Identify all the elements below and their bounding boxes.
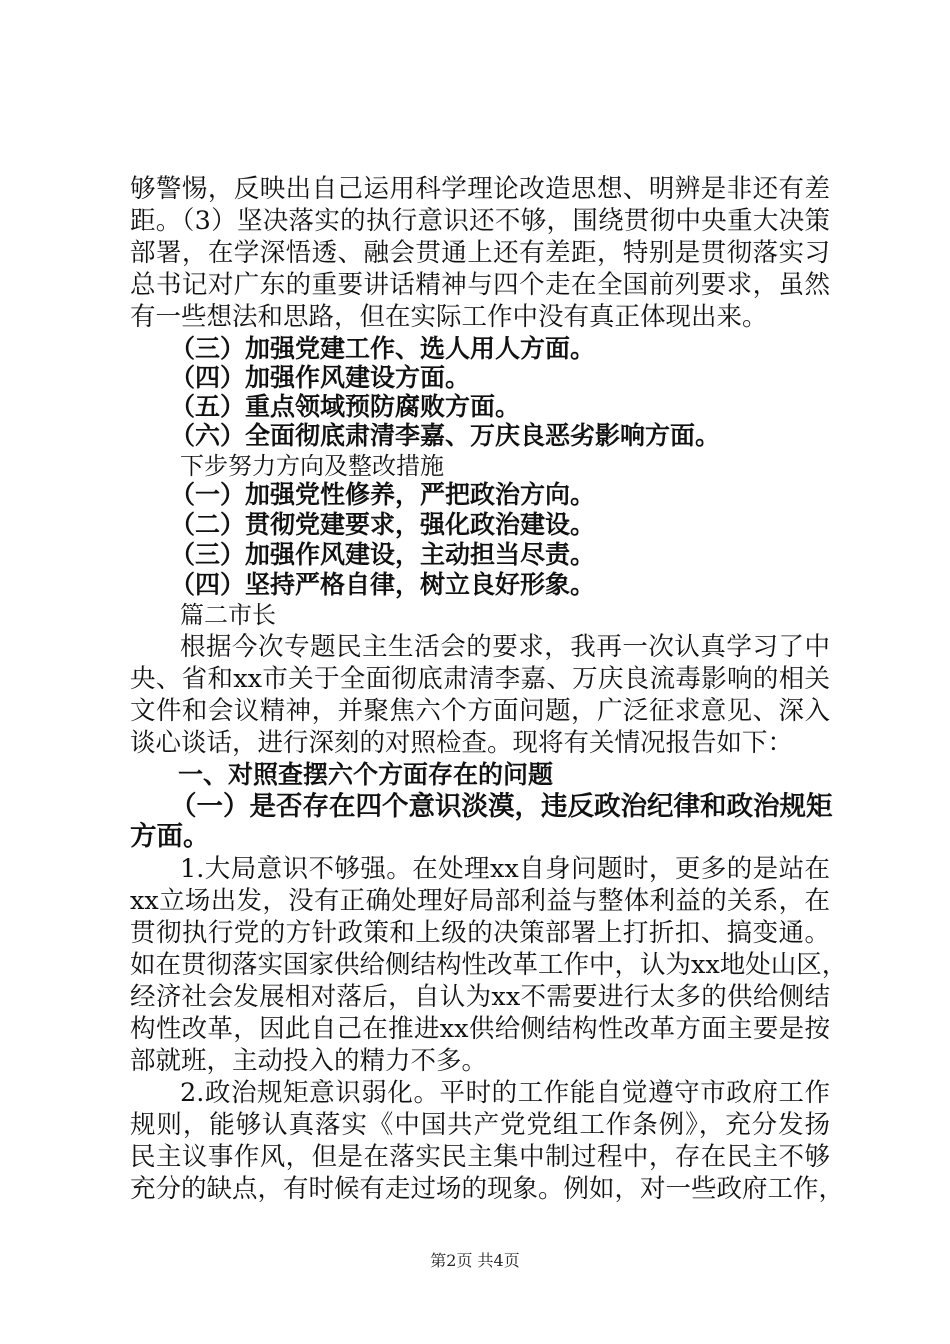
body-text-line: 距。（3）坚决落实的执行意识还不够，围绕贯彻中央重大决策 (130, 206, 830, 236)
body-text-line: 有一些想法和思路，但在实际工作中没有真正体现出来。 (130, 302, 768, 332)
measure-heading: （三）加强作风建设，主动担当尽责。 (170, 540, 596, 569)
body-text-line: 够警惕，反映出自己运用科学理论改造思想、明辨是非还有差 (130, 174, 830, 204)
body-text-line: 充分的缺点，有时候有走过场的现象。例如，对一些政府工作， (130, 1174, 845, 1204)
section-heading: （五）重点领域预防腐败方面。 (170, 392, 521, 421)
section-heading: （三）加强党建工作、选人用人方面。 (170, 334, 596, 363)
section-heading: （一）是否存在四个意识淡漠，违反政治纪律和政治规矩 (170, 791, 833, 822)
body-text-line: 1.大局意识不够强。在处理xx自身问题时，更多的是站在 (180, 854, 830, 884)
article-title: 篇二市长 (180, 601, 276, 629)
body-text-line: 部就班，主动投入的精力不多。 (130, 1046, 488, 1076)
section-heading: （六）全面彻底肃清李嘉、万庆良恶劣影响方面。 (170, 421, 721, 450)
body-text-line: 贯彻执行党的方针政策和上级的决策部署上打折扣、搞变通。 (130, 918, 830, 948)
body-text-line: 2.政治规矩意识弱化。平时的工作能自觉遵守市政府工作 (180, 1078, 830, 1108)
body-text-line: 构性改革，因此自己在推进xx供给侧结构性改革方面主要是按 (130, 1014, 830, 1044)
body-text-line: 根据今次专题民主生活会的要求，我再一次认真学习了中 (180, 632, 830, 662)
body-text-line: 谈心谈话，进行深刻的对照检查。现将有关情况报告如下： (130, 728, 794, 758)
measure-heading: （四）坚持严格自律，树立良好形象。 (170, 570, 596, 599)
section-heading: 一、对照查摆六个方面存在的问题 (178, 760, 554, 789)
body-text-line: 总书记对广东的重要讲话精神与四个走在全国前列要求，虽然 (130, 270, 830, 300)
body-text-line: 文件和会议精神，并聚焦六个方面问题，广泛征求意见、深入 (130, 696, 830, 726)
body-text-line: 部署，在学深悟透、融会贯通上还有差距，特别是贯彻落实习 (130, 238, 830, 268)
body-text-line: 经济社会发展相对落后，自认为xx不需要进行太多的供给侧结 (130, 982, 830, 1012)
page-footer: 第2页 共4页 (430, 1251, 520, 1270)
body-text-line: xx立场出发，没有正确处理好局部利益与整体利益的关系，在 (130, 886, 830, 916)
body-text-line: 央、省和xx市关于全面彻底肃清李嘉、万庆良流毒影响的相关 (130, 664, 830, 694)
body-text-line: 规则，能够认真落实《中国共产党党组工作条例》，充分发扬 (130, 1110, 830, 1140)
section-heading: 方面。 (130, 821, 210, 852)
section-heading: （四）加强作风建设方面。 (170, 363, 471, 392)
measure-heading: （二）贯彻党建要求，强化政治建设。 (170, 510, 596, 539)
subsection-title: 下步努力方向及整改措施 (180, 452, 444, 480)
body-text-line: 民主议事作风，但是在落实民主集中制过程中，存在民主不够 (130, 1142, 830, 1172)
body-text-line: 如在贯彻落实国家供给侧结构性改革工作中，认为xx地处山区， (130, 950, 848, 980)
measure-heading: （一）加强党性修养，严把政治方向。 (170, 480, 596, 509)
